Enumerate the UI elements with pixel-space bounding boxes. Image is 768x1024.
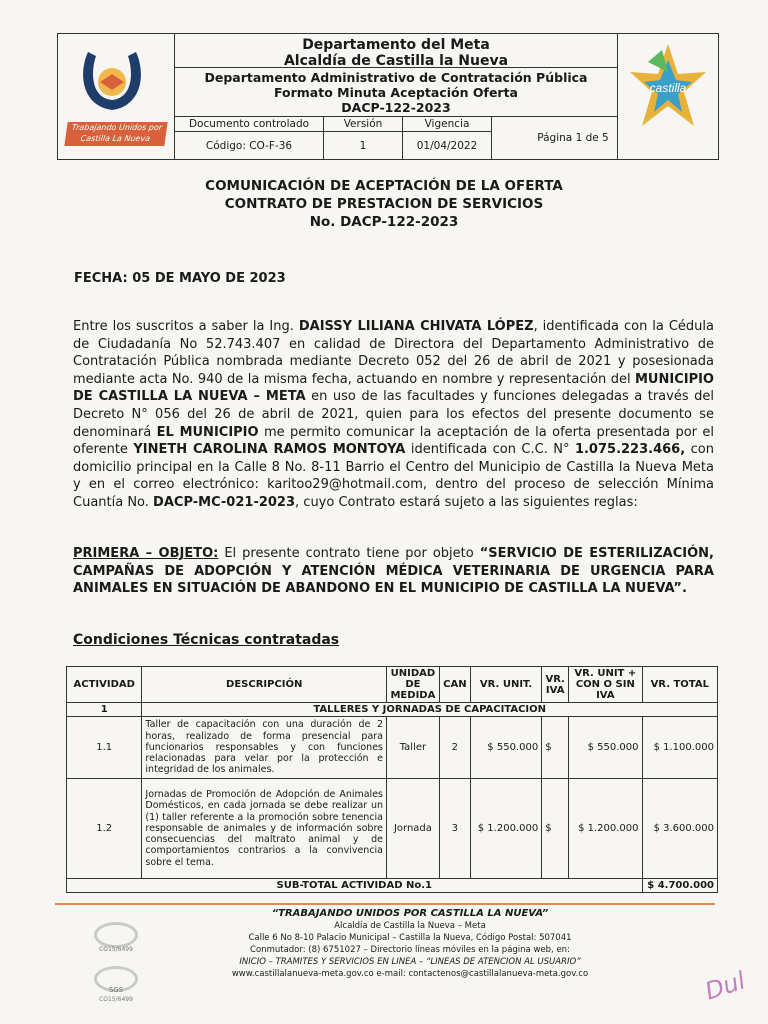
cell-vr-unit: $ 550.000: [470, 717, 541, 779]
footer-line-5: www.castillalanueva-meta.gov.co e-mail: contactenos@castillalanueva-meta.gov.co: [231, 969, 589, 979]
section-number: 1: [67, 703, 142, 717]
col-descripcion: DESCRIPCIÓN: [142, 667, 387, 703]
subtotal-row: [67, 879, 718, 893]
body-text: , identificada con la Cédula de Ciudadanía No 52.743.407 en calidad de Directora del Departamento Administrativo de Contratación Pública nombrada mediante Decreto 052 del 26 de abril de 2021 y posesionada mediante acta No. 940 de la misma fecha, actuando en nombre y representación del: [73, 319, 714, 387]
sgs-code: CO15/6499: [99, 996, 133, 1003]
footer-motto: “TRABAJANDO UNIDOS POR CASTILLA LA NUEVA”: [271, 908, 549, 919]
cell-iva: $: [542, 779, 569, 879]
castilla-logo: [617, 34, 718, 159]
cell-descripcion: Jornadas de Promoción de Adopción de Animales Domésticos, en cada jornada se debe realizar un (1) taller referente a la promoción sobre tenencia responsable de animales y de información sobre consecuencias del maltrato animal y de comportamientos contrarios a la convivencia sobre el tema.: [142, 779, 387, 879]
sgs-cert-logo: [84, 966, 148, 1004]
table-row: [67, 779, 718, 879]
cell-total: $ 1.100.000: [642, 717, 717, 779]
cell-vr-unit: $ 1.200.000: [470, 779, 541, 879]
cell-unidad: Jornada: [387, 779, 440, 879]
cell-descripcion: Taller de capacitación con una duración de 2 horas, realizado de forma presencial para funcionarios responsables y con funciones relacionadas para velar por la protección e integridad de los animales.: [142, 717, 387, 779]
page-footer: [170, 908, 650, 980]
sgs-icon: [94, 922, 138, 948]
cell-actividad: 1.1: [67, 717, 142, 779]
sgs-code: CO15/6499: [99, 946, 133, 953]
title-line-3: No. DACP-122-2023: [309, 214, 459, 230]
footer-divider: [55, 903, 715, 905]
section-title: TALLERES Y JORNADAS DE CAPACITACION: [142, 703, 718, 717]
oferente-name: YINETH CAROLINA RAMOS MONTOYA: [133, 442, 406, 458]
body-text: me permito comunicar la aceptación de la oferta presentada por el oferente: [73, 424, 714, 458]
table-section-row: [67, 703, 718, 717]
subtotal-label: SUB-TOTAL ACTIVIDAD No.1: [67, 879, 643, 893]
municipality-name: MUNICIPIO DE CASTILLA LA NUEVA – META: [73, 371, 714, 405]
technical-conditions-heading: Condiciones Técnicas contratadas: [73, 632, 340, 648]
col-unidad: UNIDAD DE MEDIDA: [387, 667, 440, 703]
vigencia-value: 01/04/2022: [416, 139, 478, 152]
footer-line-2: Calle 6 No 8-10 Palacio Municipal – Castilla la Nueva, Código Postal: 507041: [248, 933, 572, 943]
col-can: CAN: [439, 667, 470, 703]
document-header: [57, 33, 719, 160]
header-control-row: [175, 117, 617, 159]
clause-text: El presente contrato tiene por objeto: [218, 546, 480, 561]
body-text: en uso de las facultades y funciones delegadas a través del Decreto N° 056 del 26 de abril de 2021, quien para los efectos del presente documento se denominará: [73, 389, 714, 440]
body-text: , cuyo Contrato estará sujeto a las siguientes reglas:: [295, 494, 638, 510]
horseshoe-icon: [76, 44, 148, 116]
clause-primera: [73, 545, 714, 598]
body-text: Entre los suscritos a saber la Ing.: [73, 319, 299, 334]
clause-label: PRIMERA – OBJETO:: [73, 546, 219, 561]
col-actividad: ACTIVIDAD: [67, 667, 142, 703]
title-line-1: COMUNICACIÓN DE ACEPTACIÓN DE LA OFERTA: [205, 178, 563, 194]
sgs-label: SGS: [108, 986, 124, 994]
admin-line-3: DACP-122-2023: [341, 100, 451, 115]
cell-total: $ 3.600.000: [642, 779, 717, 879]
col-vr-total: VR. TOTAL: [642, 667, 717, 703]
vigencia-label: Vigencia: [403, 117, 491, 132]
star-logo-icon: [628, 42, 708, 132]
title-line-2: CONTRATO DE PRESTACION DE SERVICIOS: [224, 196, 544, 212]
col-vr-unit-iva: VR. UNIT + CON O SIN IVA: [569, 667, 642, 703]
body-text: identificada con C.C. N°: [405, 442, 575, 458]
footer-line-3: Conmutador: (8) 6751027 – Directorio líneas móviles en la página web, en:: [250, 945, 570, 955]
contract-object: “SERVICIO DE ESTERILIZACIÓN, CAMPAÑAS DE ADOPCIÓN Y ATENCIÓN MÉDICA VETERINARIA DE URGENCIA PARA ANIMALES EN SITUACIÓN DE ABANDONO EN EL MUNICIPIO DE CASTILLA LA NUEVA”.: [73, 546, 714, 597]
cell-actividad: 1.2: [67, 779, 142, 879]
handwritten-initials: Dul: [701, 966, 749, 1006]
page-number: Página 1 de 5: [537, 132, 609, 144]
logo-word: castilla: [649, 81, 687, 95]
process-number: DACP-MC-021-2023: [153, 494, 296, 510]
cell-can: 2: [439, 717, 470, 779]
version-value: 1: [359, 139, 367, 152]
cell-iva: $: [542, 717, 569, 779]
sgs-cert-logo: [84, 922, 148, 960]
col-vr-unit: VR. UNIT.: [470, 667, 541, 703]
oferente-cc: 1.075.223.466,: [574, 442, 686, 458]
date-line: FECHA: 05 DE MAYO DE 2023: [74, 271, 286, 286]
cell-vr-con-iva: $ 1.200.000: [569, 779, 642, 879]
logo-motto: Trabajando Unidos por Castilla La Nueva: [64, 122, 167, 146]
body-text: con domicilio principal en la Calle 8 No. 8-11 Barrio el Centro del Municipio de Castilla la Nueva Meta y en el correo electrónico: karitoo29@hotmail.com, dentro del proceso de selección Mínima Cuantía No.: [73, 442, 714, 510]
doc-code: Código: CO-F-36: [205, 139, 293, 152]
col-vr-iva: VR. IVA: [542, 667, 569, 703]
municipality-logo: [58, 34, 175, 159]
technical-conditions-table: [66, 666, 718, 893]
header-admin: [175, 68, 617, 117]
doc-controlled-label: Documento controlado: [175, 117, 323, 132]
el-municipio: EL MUNICIPIO: [156, 424, 259, 440]
dept-line-1: Departamento del Meta: [302, 37, 490, 53]
intro-paragraph: [73, 318, 714, 512]
cell-vr-con-iva: $ 550.000: [569, 717, 642, 779]
director-name: DAISSY LILIANA CHIVATA LÓPEZ: [298, 319, 534, 334]
table-row: [67, 717, 718, 779]
table-header-row: [67, 667, 718, 703]
cell-unidad: Taller: [387, 717, 440, 779]
admin-line-1: Departamento Administrativo de Contratación Pública: [204, 70, 588, 85]
version-label: Versión: [324, 117, 402, 132]
footer-line-4: INICIO – TRAMITES Y SERVICIOS EN LINEA – “LINEAS DE ATENCION AL USUARIO”: [239, 957, 581, 967]
subtotal-value: $ 4.700.000: [642, 879, 717, 893]
admin-line-2: Formato Minuta Aceptación Oferta: [273, 85, 518, 100]
header-department: [175, 34, 617, 68]
cell-can: 3: [439, 779, 470, 879]
dept-line-2: Alcaldía de Castilla la Nueva: [283, 53, 509, 69]
footer-line-1: Alcaldía de Castilla la Nueva – Meta: [334, 921, 486, 931]
